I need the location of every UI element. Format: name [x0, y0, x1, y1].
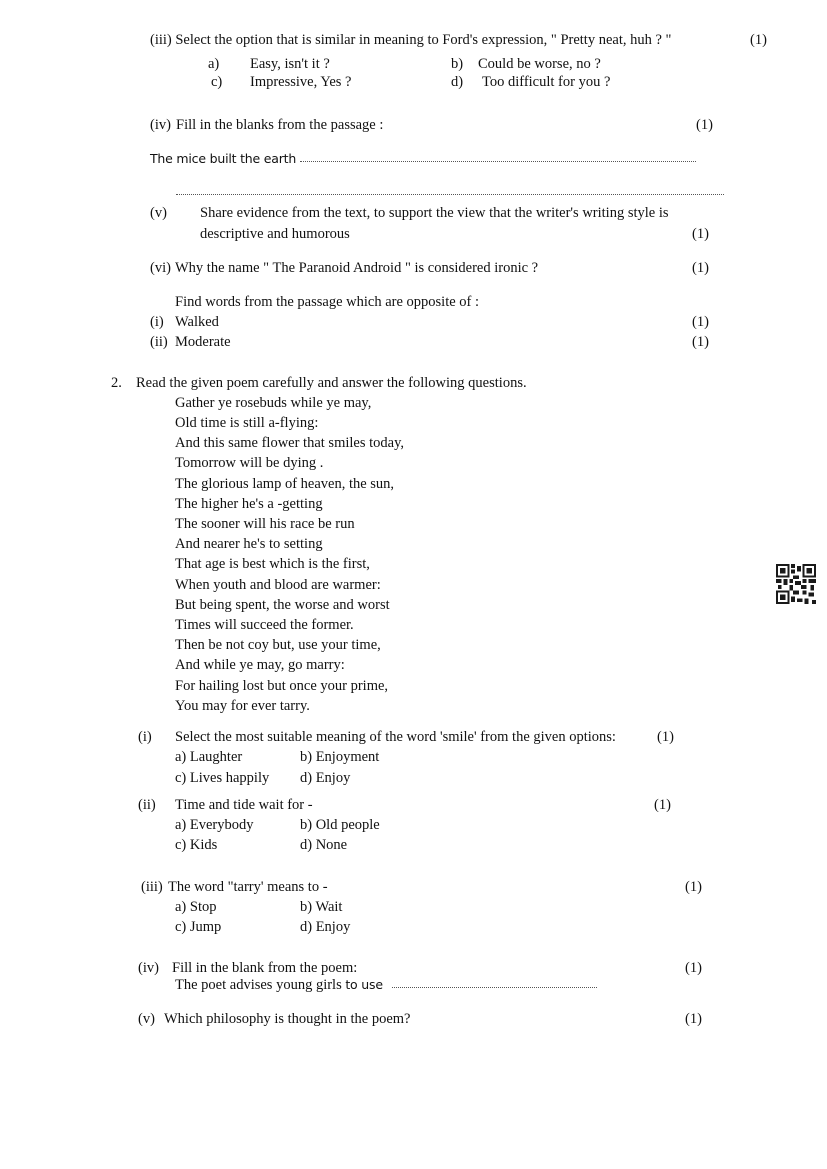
- question-number: (i): [138, 729, 152, 745]
- question-text: Why the name " The Paranoid Android " is considered ironic ?: [175, 260, 539, 276]
- poem-line: For hailing lost but once your prime,: [175, 678, 389, 694]
- option-a: a) Everybody: [175, 817, 254, 833]
- question-marks: (1): [685, 879, 702, 895]
- opposite-word: Moderate: [175, 334, 231, 350]
- question-text: The word "tarry' means to -: [168, 879, 328, 895]
- option-c: c) Kids: [175, 837, 218, 853]
- question-marks: (1): [654, 797, 671, 813]
- blank-prompt: The mice built the earth: [150, 151, 297, 166]
- question-number: (v): [150, 205, 167, 221]
- question-number: (vi): [150, 260, 171, 276]
- question-marks: (1): [657, 729, 674, 745]
- question-marks: (1): [685, 960, 702, 976]
- answer-blank-line-1: [300, 160, 696, 162]
- opposite-number: (i): [150, 314, 164, 330]
- option-d-label: d): [451, 74, 464, 90]
- poem-line: The sooner will his race be run: [175, 516, 355, 532]
- question-text: Which philosophy is thought in the poem?: [164, 1011, 411, 1027]
- opposites-prompt: Find words from the passage which are opposite of :: [175, 294, 480, 310]
- poem-line: But being spent, the worse and worst: [175, 597, 390, 613]
- poem-line: The glorious lamp of heaven, the sun,: [175, 476, 395, 492]
- poem-line: Gather ye rosebuds while ye may,: [175, 395, 372, 411]
- question-marks: (1): [750, 32, 767, 48]
- opposite-marks: (1): [692, 334, 709, 350]
- opposite-marks: (1): [692, 314, 709, 330]
- question-text: Time and tide wait for -: [175, 797, 313, 813]
- option-a: a) Stop: [175, 899, 217, 915]
- poem-line: And while ye may, go marry:: [175, 657, 345, 673]
- qr-code-icon: [776, 564, 816, 604]
- option-c-label: c): [211, 74, 223, 90]
- poem-line: The higher he's a -getting: [175, 496, 323, 512]
- blank-prompt-serif: The poet advises young girls: [175, 977, 346, 993]
- poem-line: And nearer he's to setting: [175, 536, 323, 552]
- answer-blank-line: [392, 986, 597, 988]
- section-instruction: Read the given poem carefully and answer the following questions.: [136, 375, 527, 391]
- poem-line: Old time is still a-flying:: [175, 415, 319, 431]
- option-b-label: b): [451, 56, 464, 72]
- option-d-text: Too difficult for you ?: [482, 74, 611, 90]
- option-b: b) Enjoyment: [300, 749, 380, 765]
- option-d: d) Enjoy: [300, 770, 351, 786]
- poem-line: You may for ever tarry.: [175, 698, 310, 714]
- question-number: (iv): [150, 117, 171, 133]
- poem-line: Then be not coy but, use your time,: [175, 637, 381, 653]
- opposite-number: (ii): [150, 334, 168, 350]
- option-b-text: Could be worse, no ?: [478, 56, 601, 72]
- poem-line: And this same flower that smiles today,: [175, 435, 405, 451]
- question-marks: (1): [696, 117, 713, 133]
- section-number: 2.: [111, 375, 122, 391]
- option-a-text: Easy, isn't it ?: [250, 56, 330, 72]
- option-c: c) Jump: [175, 919, 222, 935]
- poem-line: When youth and blood are warmer:: [175, 577, 381, 593]
- question-text: (iii) Select the option that is similar in meaning to Ford's expression, " Pretty neat, huh ? ": [150, 32, 672, 48]
- option-c: c) Lives happily: [175, 770, 270, 786]
- option-a: a) Laughter: [175, 749, 243, 765]
- question-marks: (1): [685, 1011, 702, 1027]
- option-b: b) Wait: [300, 899, 343, 915]
- question-number: (iv): [138, 960, 159, 976]
- question-number: (iii): [141, 879, 163, 895]
- question-marks: (1): [692, 226, 709, 242]
- question-number: (v): [138, 1011, 155, 1027]
- question-marks: (1): [692, 260, 709, 276]
- option-b: b) Old people: [300, 817, 380, 833]
- blank-prompt: [175, 976, 383, 994]
- question-text: Fill in the blanks from the passage :: [176, 117, 384, 133]
- option-c-text: Impressive, Yes ?: [250, 74, 352, 90]
- blank-prompt-sans: to use: [345, 977, 383, 992]
- question-text-line-2: descriptive and humorous: [200, 226, 350, 242]
- opposite-word: Walked: [175, 314, 219, 330]
- poem-line: Tomorrow will be dying .: [175, 455, 324, 471]
- poem-line: That age is best which is the first,: [175, 556, 370, 572]
- question-text: Fill in the blank from the poem:: [172, 960, 358, 976]
- answer-blank-line-2: [176, 193, 724, 195]
- poem-line: Times will succeed the former.: [175, 617, 354, 633]
- question-text-line-1: Share evidence from the text, to support the view that the writer's writing style is: [200, 205, 669, 221]
- option-d: d) None: [300, 837, 348, 853]
- question-number: (ii): [138, 797, 156, 813]
- option-d: d) Enjoy: [300, 919, 351, 935]
- question-text: Select the most suitable meaning of the word 'smile' from the given options:: [175, 729, 616, 745]
- option-a-label: a): [208, 56, 220, 72]
